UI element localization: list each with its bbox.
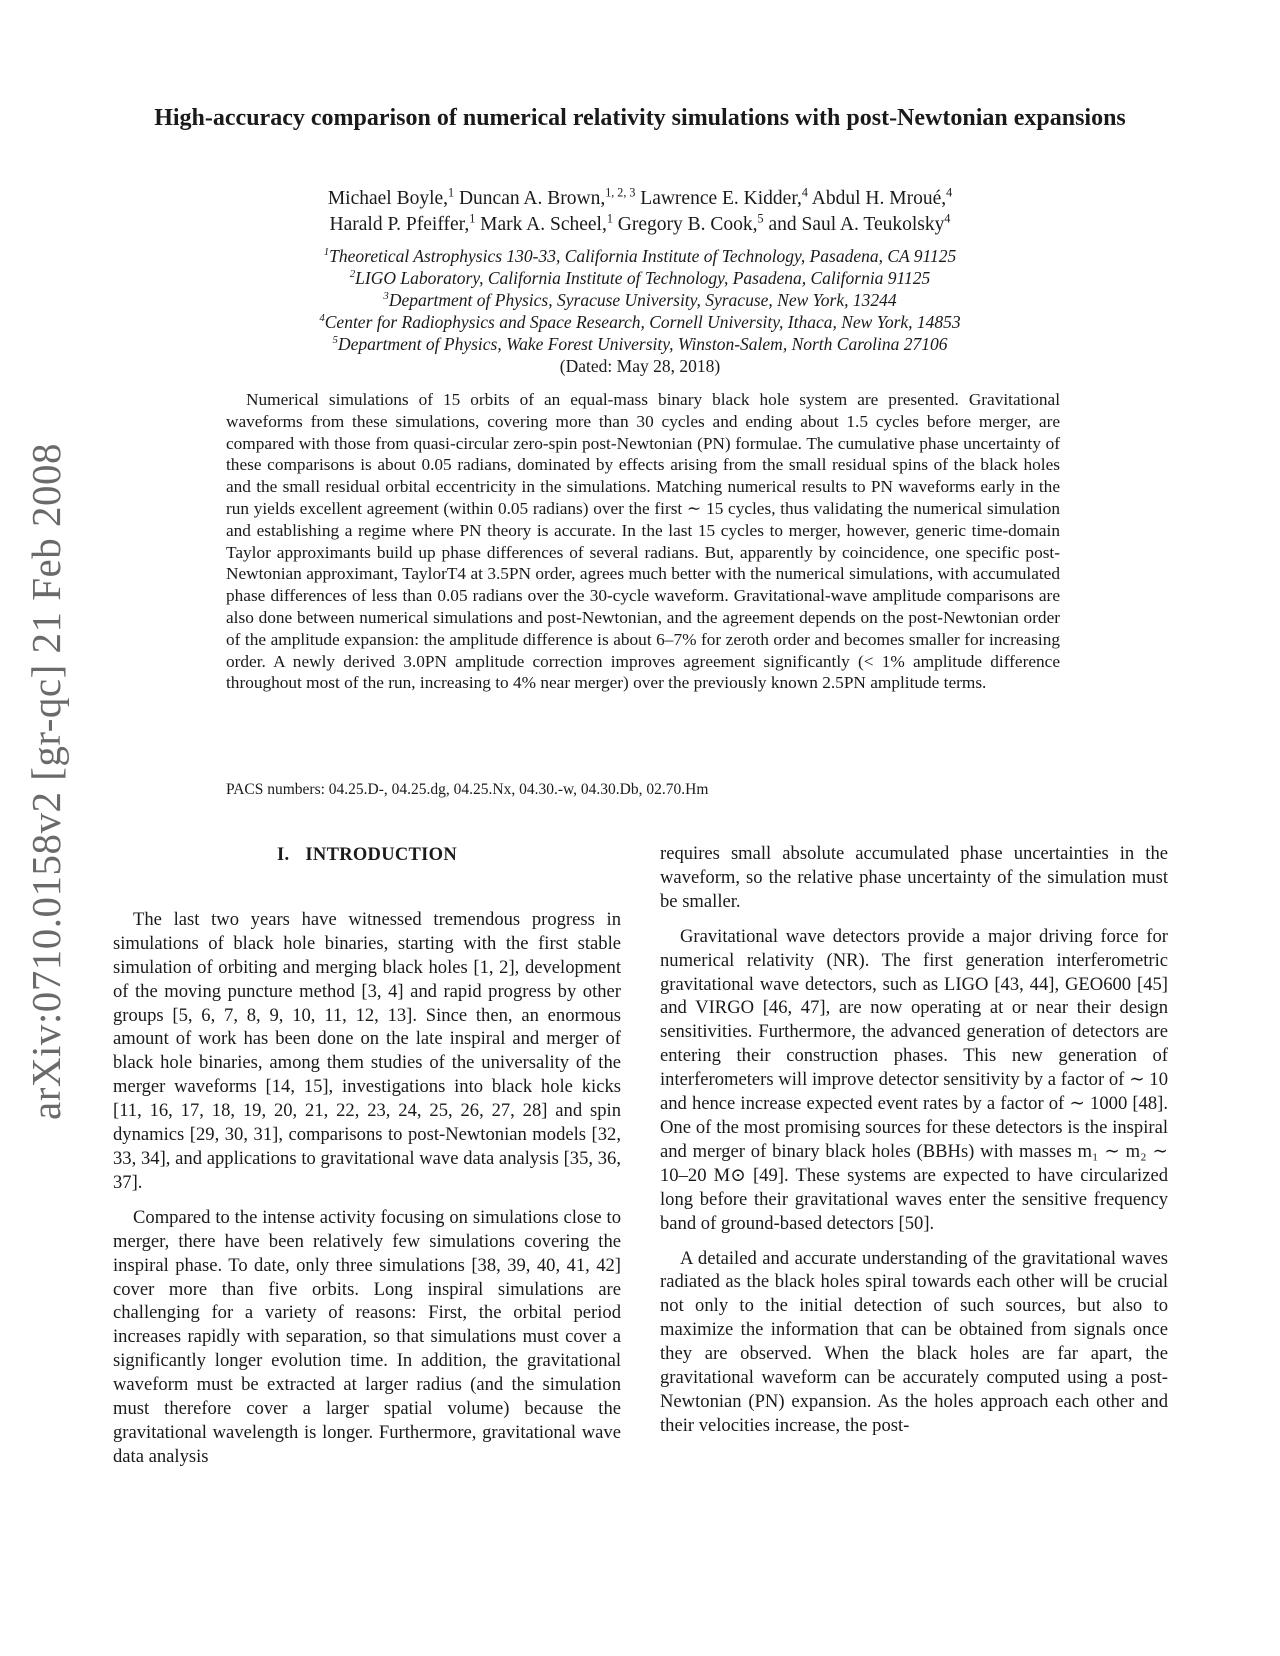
author: Duncan A. Brown,$^{1, 2, 3}$ [458, 185, 636, 209]
author: and Saul A. Teukolsky$^4$ [768, 211, 951, 235]
paragraph: The last two years have witnessed tremendous progress in simulations of black hole binaries, starting with the first stable simulation of orbiting and merging black holes [1, 2], development of the moving puncture method [3, 4] and rapid progress by other groups [5, 6, 7, 8, 9, 10, 11, 12, 13]. Since then, an enormous amount of work has been done on the late inspiral and merger of black hole binaries, among them studies of the universality of the merger waveforms [14, 15], investigations into black hole kicks [11, 16, 17, 18, 19, 20, 21, 22, 23, 24, 25, 26, 27, 28] and spin dynamics [29, 30, 31], comparisons to post-Newtonian models [32, 33, 34], and applications to gravitational wave data analysis [35, 36, 37]. [113, 908, 621, 1193]
author: Lawrence E. Kidder,$^4$ [640, 185, 808, 209]
affiliation: $^3$Department of Physics, Syracuse University, Syracuse, New York, 13244 [383, 290, 897, 310]
author: Gregory B. Cook,$^5$ [617, 211, 764, 235]
date-line: (Dated: May 28, 2018) [559, 356, 721, 376]
author-line-1 [160, 186, 1120, 212]
affiliation: $^1$Theoretical Astrophysics 130-33, California Institute of Technology, Pasadena, CA 91125 [323, 246, 957, 266]
affiliation: $^2$LIGO Laboratory, California Institute of Technology, Pasadena, California 91125 [349, 268, 931, 288]
right-column [660, 842, 1168, 1449]
pacs-numbers: PACS numbers: 04.25.D-, 04.25.dg, 04.25.Nx, 04.30.-w, 04.30.Db, 02.70.Hm [226, 781, 709, 798]
paper-title: High-accuracy comparison of numerical relativity simulations with post-Newtonian expansions [154, 105, 1126, 131]
author: Abdul H. Mroué,$^4$ [811, 185, 953, 209]
arxiv-side-label: arXiv:0710.0158v2 [gr-qc] 21 Feb 2008 [23, 443, 69, 1120]
section-heading: I. INTRODUCTION [276, 845, 458, 865]
affiliation-list [140, 245, 1140, 377]
paragraph: Compared to the intense activity focusing on simulations close to merger, there have been relatively few simulations covering the inspiral phase. To date, only three simulations [38, 39, 40, 41, 42] cover more than five orbits. Long inspiral simulations are challenging for a variety of reasons: First, the orbital period increases rapidly with separation, so that simulations must cover a significantly longer evolution time. In addition, the gravitational waveform must be extracted at larger radius (and the simulation must therefore cover a larger spatial volume) because the gravitational wavelength is longer. Furthermore, gravitational wave data analysis [113, 1206, 621, 1467]
paragraph: A detailed and accurate understanding of the gravitational waves radiated as the black holes spiral towards each other will be crucial not only to the initial detection of such sources, but also to maximize the information that can be obtained from signals once they are observed. When the black holes are far apart, the gravitational waveform can be accurately computed using a post-Newtonian (PN) expansion. As the holes approach each other and their velocities increase, the post- [660, 1247, 1168, 1436]
left-column [113, 844, 621, 1480]
author-line-2 [160, 212, 1120, 238]
author: Michael Boyle,$^1$ [327, 185, 455, 209]
author-list [160, 186, 1120, 238]
affiliation: $^5$Department of Physics, Wake Forest University, Winston-Salem, North Carolina 27106 [332, 334, 948, 354]
author: Harald P. Pfeiffer,$^1$ [329, 211, 476, 235]
paragraph: requires small absolute accumulated phase uncertainties in the waveform, so the relative phase uncertainty of the simulation must be smaller. [660, 843, 1168, 912]
affiliation: $^4$Center for Radiophysics and Space Research, Cornell University, Ithaca, New York, 14853 [319, 312, 961, 332]
abstract: Numerical simulations of 15 orbits of an equal-mass binary black hole system are presented. Gravitational waveforms from these simulations, covering more than 30 cycles and ending about 1.5 cycles before merger, are compared with those from quasi-circular zero-spin post-Newtonian (PN) formulae. The cumulative phase uncertainty of these comparisons is about 0.05 radians, dominated by effects arising from the small residual spins of the black holes and the small residual orbital eccentricity in the simulations. Matching numerical results to PN waveforms early in the run yields excellent agreement (within 0.05 radians) over the first ∼ 15 cycles, thus validating the numerical simulation and establishing a regime where PN theory is accurate. In the last 15 cycles to merger, however, generic time-domain Taylor approximants build up phase differences of several radians. But, apparently by coincidence, one specific post-Newtonian approximant, TaylorT4 at 3.5PN order, agrees much better with the numerical simulations, with accumulated phase differences of less than 0.05 radians over the 30-cycle waveform. Gravitational-wave amplitude comparisons are also done between numerical simulations and post-Newtonian, and the agreement depends on the post-Newtonian order of the amplitude expansion: the amplitude difference is about 6–7% for zeroth order and becomes smaller for increasing order. A newly derived 3.0PN amplitude correction improves agreement significantly (< 1% amplitude difference throughout most of the run, increasing to 4% near merger) over the previously known 2.5PN amplitude terms. [226, 390, 1060, 693]
paragraph: Gravitational wave detectors provide a major driving force for numerical relativity (NR). The first generation interferometric gravitational wave detectors, such as LIGO [43, 44], GEO600 [45] and VIRGO [46, 47], are now operating at or near their design sensitivities. Furthermore, the advanced generation of detectors are entering their construction phases. This new generation of interferometers will improve detector sensitivity by a factor of ∼ 10 and hence increase expected event rates by a factor of ∼ 1000 [48]. One of the most promising sources for these detectors is the inspiral and merger of binary black holes (BBHs) with masses m₁ ∼ m₂ ∼ 10–20 M⊙ [49]. These systems are expected to have circularized long before their gravitational waves enter the sensitive frequency band of ground-based detectors [50]. [660, 925, 1168, 1234]
author: Mark A. Scheel,$^1$ [480, 211, 613, 235]
